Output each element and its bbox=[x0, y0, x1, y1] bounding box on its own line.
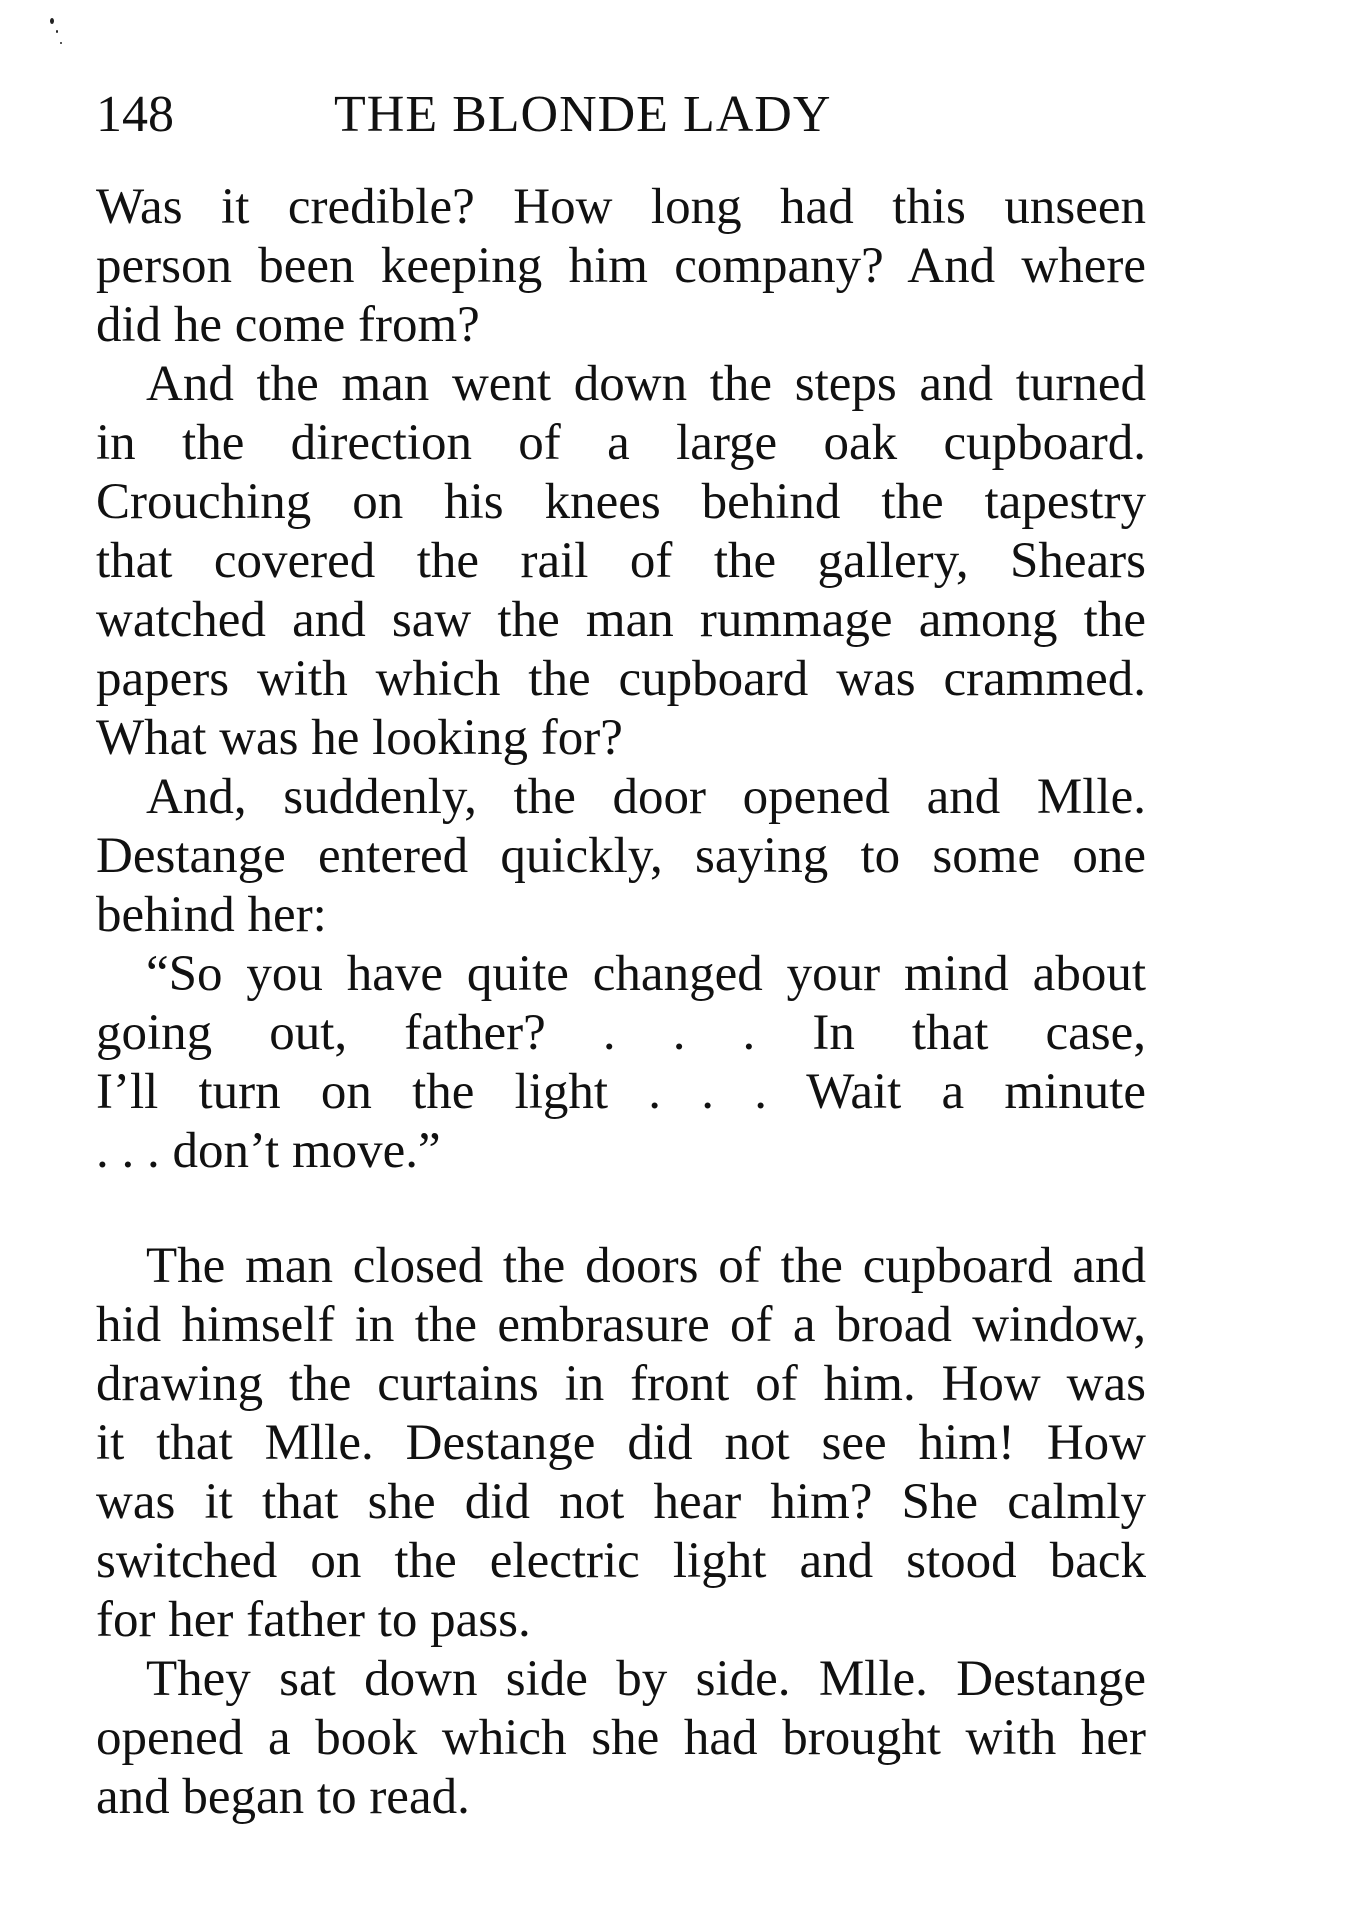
text-line: switched on the electric light and stood back bbox=[96, 1533, 1146, 1589]
body-text bbox=[96, 178, 1146, 1827]
text-line: in the direction of a large oak cupboard. bbox=[96, 415, 1146, 471]
text-line: behind her: bbox=[96, 887, 327, 943]
text-line: that covered the rail of the gallery, Shears bbox=[96, 533, 1146, 589]
dialogue-paragraph bbox=[96, 945, 1146, 1181]
paragraph bbox=[96, 178, 1146, 355]
text-line: What was he looking for? bbox=[96, 710, 623, 766]
text-line: The man closed the doors of the cupboard and bbox=[146, 1238, 1146, 1294]
text-line: “So you have quite changed your mind about bbox=[146, 946, 1146, 1002]
running-title: THE BLONDE LADY bbox=[334, 86, 832, 143]
text-line: for her father to pass. bbox=[96, 1592, 531, 1648]
section-gap bbox=[96, 1181, 1146, 1237]
text-line: and began to read. bbox=[96, 1769, 470, 1825]
text-line: I’ll turn on the light . . . Wait a minute bbox=[96, 1064, 1146, 1120]
ink-speck bbox=[56, 30, 58, 33]
paragraph bbox=[96, 768, 1146, 945]
text-line: did he come from? bbox=[96, 297, 480, 353]
text-line: And the man went down the steps and turned bbox=[146, 356, 1146, 412]
text-line: watched and saw the man rummage among the bbox=[96, 592, 1146, 648]
paragraph bbox=[96, 1650, 1146, 1827]
text-line: Crouching on his knees behind the tapestry bbox=[96, 474, 1146, 530]
text-line: person been keeping him company? And where bbox=[96, 238, 1146, 294]
paragraph bbox=[96, 355, 1146, 768]
text-line: . . . don’t move.” bbox=[96, 1123, 441, 1179]
text-line: Was it credible? How long had this unseen bbox=[96, 179, 1146, 235]
text-line: was it that she did not hear him? She calmly bbox=[96, 1474, 1146, 1530]
text-line: it that Mlle. Destange did not see him! How bbox=[96, 1415, 1146, 1471]
text-line: hid himself in the embrasure of a broad window, bbox=[96, 1297, 1146, 1353]
text-line: They sat down side by side. Mlle. Destange bbox=[146, 1651, 1146, 1707]
text-line: drawing the curtains in front of him. How was bbox=[96, 1356, 1146, 1412]
page-number: 148 bbox=[96, 86, 174, 143]
text-line: papers with which the cupboard was crammed. bbox=[96, 651, 1146, 707]
ink-speck bbox=[60, 42, 62, 44]
text-line: Destange entered quickly, saying to some one bbox=[96, 828, 1146, 884]
paragraph bbox=[96, 1237, 1146, 1650]
page-header bbox=[96, 80, 1146, 150]
text-line: And, suddenly, the door opened and Mlle. bbox=[146, 769, 1146, 825]
text-line: opened a book which she had brought with her bbox=[96, 1710, 1146, 1766]
ink-speck bbox=[50, 18, 54, 24]
text-line: going out, father? . . . In that case, bbox=[96, 1005, 1146, 1061]
